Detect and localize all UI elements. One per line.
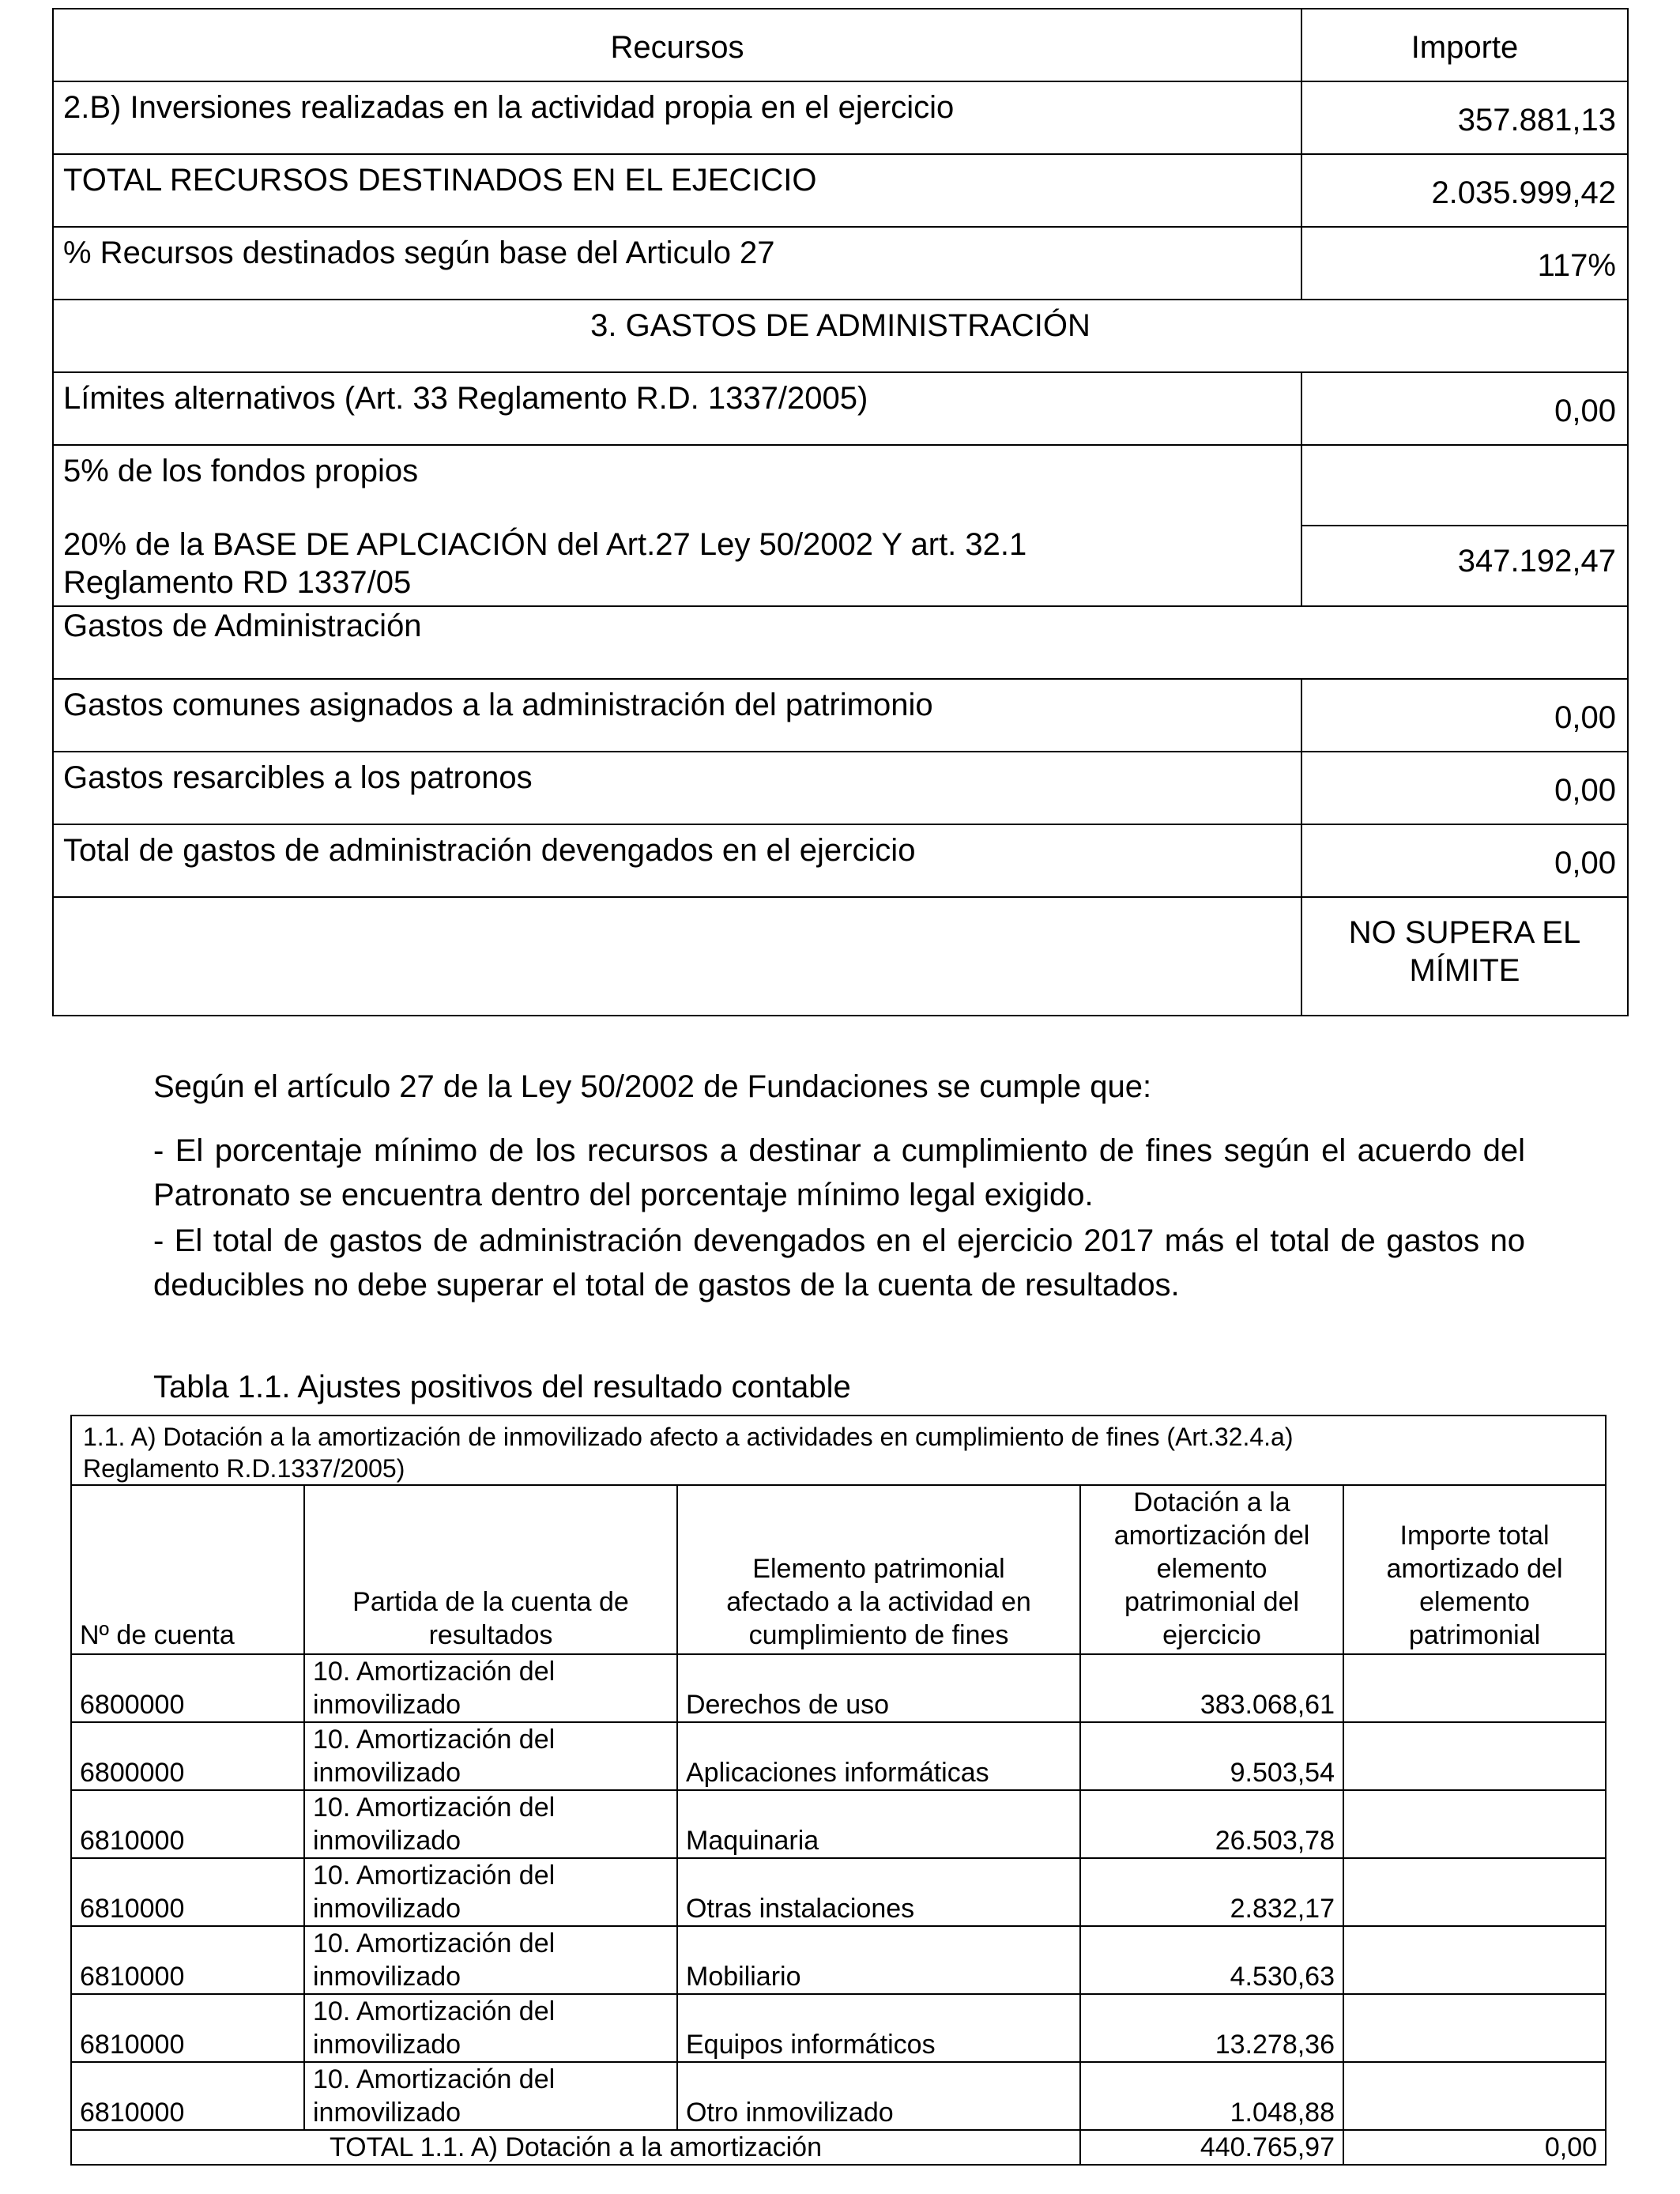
header-line: amortizado del <box>1386 1554 1563 1584</box>
row-amount: 0,00 <box>1301 372 1628 445</box>
header-line: elemento <box>1419 1587 1530 1617</box>
row-amount: 357.881,13 <box>1301 81 1628 154</box>
amortization-table <box>70 1415 1607 2166</box>
cell-line: inmovilizado <box>313 1758 461 1788</box>
cell-item <box>304 2062 677 2130</box>
header-line: Importe total <box>1399 1521 1550 1551</box>
row-amount: 0,00 <box>1301 679 1628 752</box>
cell-line: inmovilizado <box>313 1690 461 1720</box>
cell-item <box>304 1858 677 1926</box>
cell-account: 6800000 <box>71 1722 304 1790</box>
cell-amount: 4.530,63 <box>1080 1926 1343 1994</box>
table-row <box>71 1858 1606 1926</box>
row-label: % Recursos destinados según base del Articulo 27 <box>53 227 1301 300</box>
header-line: cumplimiento de fines <box>748 1620 1009 1650</box>
cell-total <box>1343 1858 1606 1926</box>
row-amount <box>1301 445 1628 526</box>
total-total: 0,00 <box>1343 2130 1606 2165</box>
cell-line: 10. Amortización del <box>313 1996 556 2026</box>
header-total <box>1343 1485 1606 1654</box>
cell-line: inmovilizado <box>313 2030 461 2060</box>
cell-amount: 383.068,61 <box>1080 1654 1343 1722</box>
table-caption: Tabla 1.1. Ajustes positivos del resultado contable <box>153 1370 851 1404</box>
row-label: TOTAL RECURSOS DESTINADOS EN EL EJECICIO <box>53 154 1301 227</box>
cell-line: inmovilizado <box>313 1894 461 1924</box>
total-label: TOTAL 1.1. A) Dotación a la amortización <box>71 2130 1080 2165</box>
row-label: Gastos resarcibles a los patronos <box>53 752 1301 824</box>
row-label: Límites alternativos (Art. 33 Reglamento R.D. 1337/2005) <box>53 372 1301 445</box>
row-label: 5% de los fondos propios <box>53 445 1301 526</box>
cell-asset: Mobiliario <box>677 1926 1080 1994</box>
cell-total <box>1343 2062 1606 2130</box>
table-row <box>71 1790 1606 1858</box>
amortization-header-row <box>71 1485 1606 1654</box>
cell-asset: Equipos informáticos <box>677 1994 1080 2062</box>
verdict-cell <box>1301 897 1628 1016</box>
amortization-title-line: 1.1. A) Dotación a la amortización de inmovilizado afecto a actividades en cumplimiento de fines (Art.32.4.a) <box>83 1423 1294 1451</box>
verdict-row <box>53 897 1628 1016</box>
limits-row <box>53 526 1628 606</box>
cell-asset: Derechos de uso <box>677 1654 1080 1722</box>
header-line: afectado a la actividad en <box>726 1587 1031 1617</box>
verdict-spacer <box>53 897 1301 1016</box>
resources-row <box>53 81 1628 154</box>
resources-row <box>53 227 1628 300</box>
cell-account: 6810000 <box>71 1994 304 2062</box>
header-dotacion <box>1080 1485 1343 1654</box>
admin-heading: Gastos de Administración <box>53 606 1628 679</box>
header-asset <box>677 1485 1080 1654</box>
cell-item <box>304 1654 677 1722</box>
bullet-paragraph: - El total de gastos de administración devengados en el ejercicio 2017 más el total de gastos no deducibles no debe superar el total de gastos de la cuenta de resultados. <box>153 1223 1525 1302</box>
cell-line: inmovilizado <box>313 1826 461 1856</box>
cell-amount: 1.048,88 <box>1080 2062 1343 2130</box>
amortization-title-row <box>71 1416 1606 1485</box>
row-label: Total de gastos de administración devengados en el ejercicio <box>53 824 1301 897</box>
resources-header-row <box>53 9 1628 81</box>
bullet-paragraph: - El porcentaje mínimo de los recursos a destinar a cumplimiento de fines según el acuerdo del Patronato se encuentra dentro del porcentaje mínimo legal exigido. <box>153 1133 1525 1212</box>
cell-item <box>304 1790 677 1858</box>
resources-table <box>52 8 1629 1016</box>
cell-total <box>1343 1994 1606 2062</box>
verdict-line: NO SUPERA EL <box>1348 915 1581 950</box>
header-resources: Recursos <box>53 9 1301 81</box>
cell-amount: 2.832,17 <box>1080 1858 1343 1926</box>
admin-row <box>53 679 1628 752</box>
intro-paragraph: Según el artículo 27 de la Ley 50/2002 de Fundaciones se cumple que: <box>153 1069 1152 1104</box>
cell-asset: Maquinaria <box>677 1790 1080 1858</box>
cell-amount: 9.503,54 <box>1080 1722 1343 1790</box>
admin-row <box>53 824 1628 897</box>
header-line: amortización del <box>1113 1521 1310 1551</box>
row-label <box>53 526 1301 606</box>
verdict-line: MÍMITE <box>1409 953 1520 988</box>
cell-account: 6800000 <box>71 1654 304 1722</box>
cell-line: 10. Amortización del <box>313 1657 556 1687</box>
header-line: Partida de la cuenta de <box>352 1587 629 1617</box>
section-title-row <box>53 300 1628 372</box>
cell-account: 6810000 <box>71 1790 304 1858</box>
header-line: resultados <box>428 1620 553 1650</box>
table-row <box>71 1654 1606 1722</box>
cell-line: inmovilizado <box>313 2098 461 2128</box>
row-label-line: 20% de la BASE DE APLCIACIÓN del Art.27 Ley 50/2002 Y art. 32.1 <box>63 527 1027 562</box>
amortization-title-line: Reglamento R.D.1337/2005) <box>83 1454 405 1483</box>
row-label: 2.B) Inversiones realizadas en la actividad propia en el ejercicio <box>53 81 1301 154</box>
cell-asset: Aplicaciones informáticas <box>677 1722 1080 1790</box>
cell-item <box>304 1994 677 2062</box>
total-amount: 440.765,97 <box>1080 2130 1343 2165</box>
header-line: elemento <box>1156 1554 1268 1584</box>
row-amount: 0,00 <box>1301 752 1628 824</box>
cell-total <box>1343 1926 1606 1994</box>
cell-item <box>304 1722 677 1790</box>
section-title: 3. GASTOS DE ADMINISTRACIÓN <box>53 300 1628 372</box>
cell-asset: Otro inmovilizado <box>677 2062 1080 2130</box>
row-amount: 2.035.999,42 <box>1301 154 1628 227</box>
row-amount: 347.192,47 <box>1301 526 1628 606</box>
amortization-title <box>71 1416 1606 1485</box>
table-row <box>71 1722 1606 1790</box>
cell-account: 6810000 <box>71 2062 304 2130</box>
header-amount: Importe <box>1301 9 1628 81</box>
cell-account: 6810000 <box>71 1926 304 1994</box>
cell-amount: 26.503,78 <box>1080 1790 1343 1858</box>
header-item <box>304 1485 677 1654</box>
row-amount: 0,00 <box>1301 824 1628 897</box>
cell-line: 10. Amortización del <box>313 1860 556 1891</box>
table-row <box>71 1926 1606 1994</box>
header-line: ejercicio <box>1162 1620 1261 1650</box>
row-amount: 117% <box>1301 227 1628 300</box>
limits-row <box>53 445 1628 526</box>
cell-line: 10. Amortización del <box>313 1725 556 1755</box>
header-account: Nº de cuenta <box>71 1485 304 1654</box>
cell-line: 10. Amortización del <box>313 2064 556 2094</box>
admin-row <box>53 752 1628 824</box>
header-line: patrimonial <box>1408 1620 1541 1650</box>
cell-asset: Otras instalaciones <box>677 1858 1080 1926</box>
resources-row <box>53 154 1628 227</box>
cell-line: 10. Amortización del <box>313 1928 556 1958</box>
cell-total <box>1343 1722 1606 1790</box>
cell-total <box>1343 1790 1606 1858</box>
limits-row <box>53 372 1628 445</box>
cell-amount: 13.278,36 <box>1080 1994 1343 2062</box>
table-row <box>71 1994 1606 2062</box>
header-line: patrimonial del <box>1124 1587 1300 1617</box>
header-line: Elemento patrimonial <box>752 1554 1005 1584</box>
header-line: Dotación a la <box>1133 1487 1290 1517</box>
total-row <box>71 2130 1606 2165</box>
admin-heading-row <box>53 606 1628 679</box>
cell-total <box>1343 1654 1606 1722</box>
cell-item <box>304 1926 677 1994</box>
row-label: Gastos comunes asignados a la administración del patrimonio <box>53 679 1301 752</box>
table-row <box>71 2062 1606 2130</box>
row-label-line: Reglamento RD 1337/05 <box>63 565 412 600</box>
cell-line: 10. Amortización del <box>313 1793 556 1823</box>
cell-account: 6810000 <box>71 1858 304 1926</box>
cell-line: inmovilizado <box>313 1962 461 1992</box>
